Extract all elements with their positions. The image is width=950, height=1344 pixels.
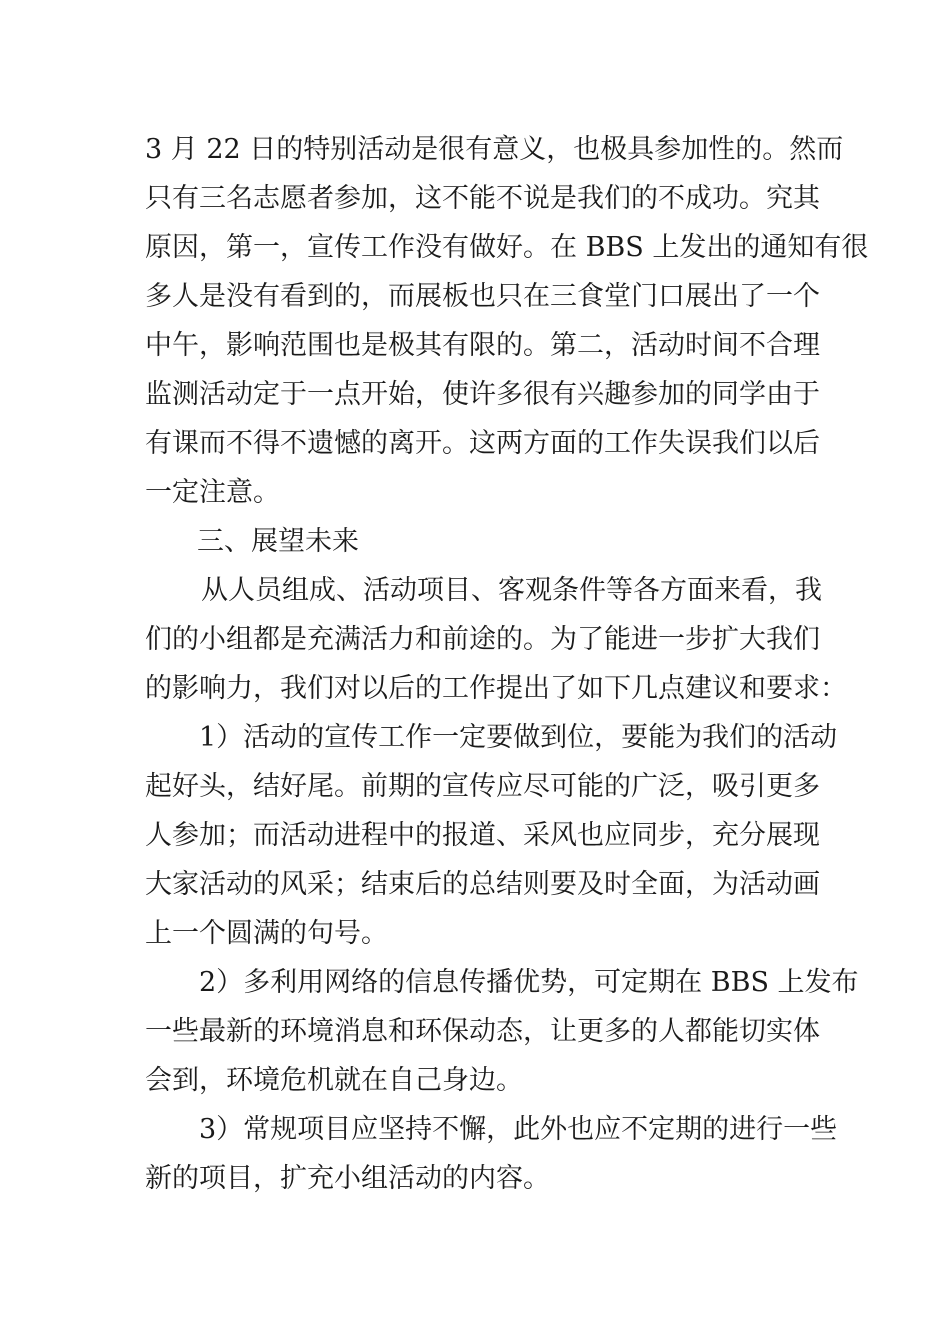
suggestion-item-3 [145, 1105, 838, 1203]
text-line: 上一个圆满的句号。 [145, 918, 388, 949]
text-line: 3 月 22 日的特别活动是很有意义，也极具参加性的。然而 [145, 134, 844, 165]
text-line: 从人员组成、活动项目、客观条件等各方面来看，我 [201, 575, 822, 606]
suggestion-item-1 [145, 713, 838, 958]
text-line: 有课而不得不遗憾的离开。这两方面的工作失误我们以后 [145, 428, 820, 459]
text-line: 大家活动的风采；结束后的总结则要及时全面，为活动画 [145, 869, 820, 900]
suggestion-item-2 [145, 958, 859, 1105]
paragraph-outlook [145, 566, 847, 713]
text-line: 的影响力，我们对以后的工作提出了如下几点建议和要求： [145, 673, 847, 704]
text-line: 一些最新的环境消息和环保动态，让更多的人都能切实体 [145, 1016, 820, 1047]
text-line: 1）活动的宣传工作一定要做到位，要能为我们的活动 [199, 722, 838, 753]
text-line: 多人是没有看到的，而展板也只在三食堂门口展出了一个 [145, 281, 820, 312]
paragraph-analysis [145, 125, 869, 517]
text-line: 人参加；而活动进程中的报道、采风也应同步，充分展现 [145, 820, 820, 851]
text-line: 起好头，结好尾。前期的宣传应尽可能的广泛，吸引更多 [145, 771, 820, 802]
text-line: 们的小组都是充满活力和前途的。为了能进一步扩大我们 [145, 624, 820, 655]
text-line: 2）多利用网络的信息传播优势，可定期在 BBS 上发布 [199, 967, 859, 998]
text-line: 新的项目，扩充小组活动的内容。 [145, 1163, 550, 1194]
text-line: 一定注意。 [145, 477, 280, 508]
text-line: 会到，环境危机就在自己身边。 [145, 1065, 523, 1096]
text-line: 中午，影响范围也是极其有限的。第二，活动时间不合理 [145, 330, 820, 361]
text-line: 只有三名志愿者参加，这不能不说是我们的不成功。究其 [145, 183, 820, 214]
section-heading [145, 517, 807, 566]
text-line: 原因，第一，宣传工作没有做好。在 BBS 上发出的通知有很 [145, 232, 869, 263]
section-heading-text: 三、展望未来 [197, 526, 359, 557]
document-body [145, 125, 869, 1203]
text-line: 监测活动定于一点开始，使许多很有兴趣参加的同学由于 [145, 379, 820, 410]
text-line: 3）常规项目应坚持不懈，此外也应不定期的进行一些 [199, 1114, 838, 1145]
